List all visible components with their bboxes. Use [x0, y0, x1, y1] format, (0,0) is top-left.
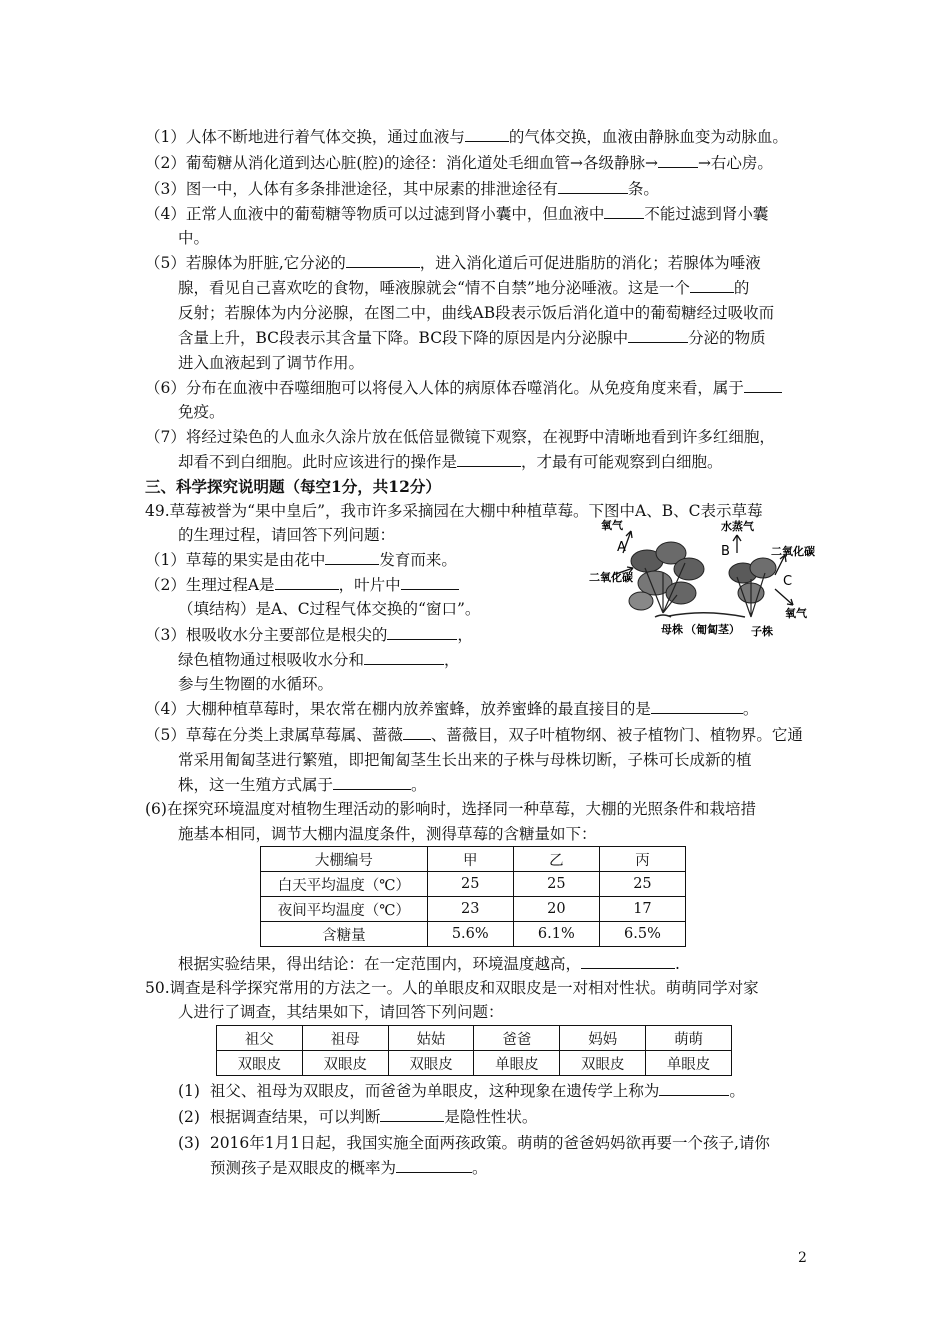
q49-conclusion: 根据实验结果，得出结论：在一定范围内，环境温度越高， . [178, 955, 680, 973]
table-cell: 双眼皮 [560, 1051, 646, 1076]
eyelid-survey-table [216, 1025, 732, 1076]
table-cell: 17 [599, 897, 685, 922]
q49-part5-line1: （5）草莓在分类上隶属草莓属、蔷薇 、蔷薇目，双子叶植物纲、被子植物门、植物界。它通 [145, 726, 803, 744]
label-water-vapor: 水蒸气 [721, 520, 754, 533]
q49-part2-line2: （填结构）是A、C过程气体交换的“窗口”。 [178, 600, 481, 618]
table-cell: 姑姑 [388, 1026, 474, 1051]
q48-part5-line1: （5）若腺体为肝脏,它分泌的 ，进入消化道后可促进脂肪的消化；若腺体为唾液 [145, 254, 761, 272]
q49-part3-line3: 参与生物圈的水循环。 [178, 675, 334, 693]
q49-part6-line1: (6)在探究环境温度对植物生理活动的影响时，选择同一种草莓，大棚的光照条件和栽培措 [145, 800, 756, 818]
table-cell: 25 [599, 872, 685, 897]
q48-part4-line1: （4）正常人血液中的葡萄糖等物质可以过滤到肾小囊中，但血液中 不能过滤到肾小囊 [145, 205, 769, 223]
q49-part5-line3: 株，这一生殖方式属于 。 [178, 776, 427, 794]
label-mother-plant: 母株 [661, 623, 683, 636]
table-header-row [261, 847, 686, 872]
table-cell: 双眼皮 [302, 1051, 388, 1076]
table-row [217, 1051, 732, 1076]
table-cell: 夜间平均温度（℃） [261, 897, 428, 922]
q49-part6-line2: 施基本相同，调节大棚内温度条件，测得草莓的含糖量如下： [178, 825, 597, 843]
table-cell: 妈妈 [560, 1026, 646, 1051]
table-cell: 爸爸 [474, 1026, 560, 1051]
table-cell: 6.5% [599, 922, 685, 947]
q49-part3-line2: 绿色植物通过根吸收水分和 ， [178, 651, 460, 669]
label-a: A [617, 540, 626, 555]
table-cell: 25 [513, 872, 599, 897]
q49-intro-line2: 的生理过程，请回答下列问题： [178, 526, 396, 544]
q49-part5-line2: 常采用匍匐茎进行繁殖，即把匍匐茎生长出来的子株与母株切断，子株可长成新的植 [178, 751, 752, 769]
stolon-line [669, 613, 745, 617]
table-cell: 单眼皮 [646, 1051, 732, 1076]
table-row [261, 922, 686, 947]
label-c: C [783, 574, 793, 589]
table-cell: 甲 [427, 847, 513, 872]
table-cell: 丙 [599, 847, 685, 872]
table-cell: 乙 [513, 847, 599, 872]
q48-part5-line4: 含量上升，BC段表示其含量下降。BC段下降的原因是内分泌腺中 分泌的物质 [178, 329, 766, 347]
q49-intro-line1: 49.草莓被誉为“果中皇后”，我市许多采摘园在大棚中种植草莓。下图中A、B、C表示草莓 [145, 502, 763, 520]
q48-part7-line1: （7）将经过染色的人血永久涂片放在低倍显微镜下观察，在视野中清晰地看到许多红细胞， [145, 428, 775, 446]
table-cell: 23 [427, 897, 513, 922]
label-co2-c: 二氧化碳 [771, 545, 815, 558]
q48-part5-line2: 腺，看见自己喜欢吃的食物，唾液腺就会“情不自禁”地分泌唾液。这是一个 的 [178, 279, 750, 297]
label-child-plant: 子株 [751, 625, 773, 638]
greenhouse-sugar-table [260, 846, 686, 947]
child-plant-icon [729, 558, 776, 617]
strawberry-diagram [585, 513, 815, 645]
label-oxygen-a: 氧气 [601, 519, 623, 532]
table-cell: 双眼皮 [217, 1051, 303, 1076]
table-row [261, 897, 686, 922]
q48-part4-line2: 中。 [178, 229, 210, 247]
q48-part7-line2: 却看不到白细胞。此时应该进行的操作是 ，才最有可能观察到白细胞。 [178, 453, 723, 471]
table-cell: 双眼皮 [388, 1051, 474, 1076]
label-co2-a: 二氧化碳 [589, 571, 633, 584]
q50-intro-line2: 人进行了调查，其结果如下，请回答下列问题： [178, 1003, 504, 1021]
table-cell: 5.6% [427, 922, 513, 947]
q48-part1: （1）人体不断地进行着气体交换，通过血液与 的气体交换，血液由静脉血变为动脉血。 [145, 128, 788, 146]
label-oxygen-c: 氧气 [785, 607, 807, 620]
table-cell: 祖母 [302, 1026, 388, 1051]
q49-part3-line1: （3）根吸收水分主要部位是根尖的 ， [145, 626, 473, 644]
q48-part5-line5: 进入血液起到了调节作用。 [178, 354, 365, 372]
q50-part3-line1: (3) 2016年1月1日起，我国实施全面两孩政策。萌萌的爸爸妈妈欲再要一个孩子,请你 [178, 1134, 770, 1152]
table-cell: 萌萌 [646, 1026, 732, 1051]
table-cell: 单眼皮 [474, 1051, 560, 1076]
table-row [261, 872, 686, 897]
table-cell: 6.1% [513, 922, 599, 947]
q48-part3: （3）图一中，人体有多条排泄途径，其中尿素的排泄途径有 条。 [145, 180, 659, 198]
q50-part1: (1) 祖父、祖母为双眼皮，而爸爸为单眼皮，这种现象在遗传学上称为 。 [178, 1082, 745, 1100]
q48-part5-line3: 反射；若腺体为内分泌腺，在图二中，曲线AB段表示饭后消化道中的葡萄糖经过吸收而 [178, 304, 775, 322]
mother-plant-icon [629, 542, 704, 617]
table-cell: 大棚编号 [261, 847, 428, 872]
table-header-row [217, 1026, 732, 1051]
q50-part2: (2) 根据调查结果，可以判断 是隐性性状。 [178, 1108, 538, 1126]
label-b: B [721, 544, 730, 559]
table-cell: 25 [427, 872, 513, 897]
table-cell: 20 [513, 897, 599, 922]
table-cell: 含糖量 [261, 922, 428, 947]
page-number: 2 [798, 1250, 807, 1266]
section-3-heading: 三、科学探究说明题（每空1分，共12分） [145, 477, 441, 496]
q50-part3-line2: 预测孩子是双眼皮的概率为 。 [210, 1159, 488, 1177]
q50-intro-line1: 50.调查是科学探究常用的方法之一。人的单眼皮和双眼皮是一对相对性状。萌萌同学对家 [145, 979, 759, 997]
q49-part1: （1）草莓的果实是由花中 发育而来。 [145, 551, 457, 569]
q48-part2: （2）葡萄糖从消化道到达心脏(腔)的途径：消化道处毛细血管→各级静脉→ →右心房。 [145, 154, 773, 172]
q49-part4: （4）大棚种植草莓时，果农常在棚内放养蜜蜂，放养蜜蜂的最直接目的是 。 [145, 700, 759, 718]
q48-part6-line2: 免疫。 [178, 403, 225, 421]
q48-part6-line1: （6）分布在血液中吞噬细胞可以将侵入人体的病原体吞噬消化。从免疫角度来看，属于 [145, 377, 782, 399]
table-cell: 白天平均温度（℃） [261, 872, 428, 897]
table-cell: 祖父 [217, 1026, 303, 1051]
q49-part2-line1: （2）生理过程A是 ，叶片中 [145, 574, 459, 596]
label-stolon: （匍匐茎） [685, 623, 740, 636]
